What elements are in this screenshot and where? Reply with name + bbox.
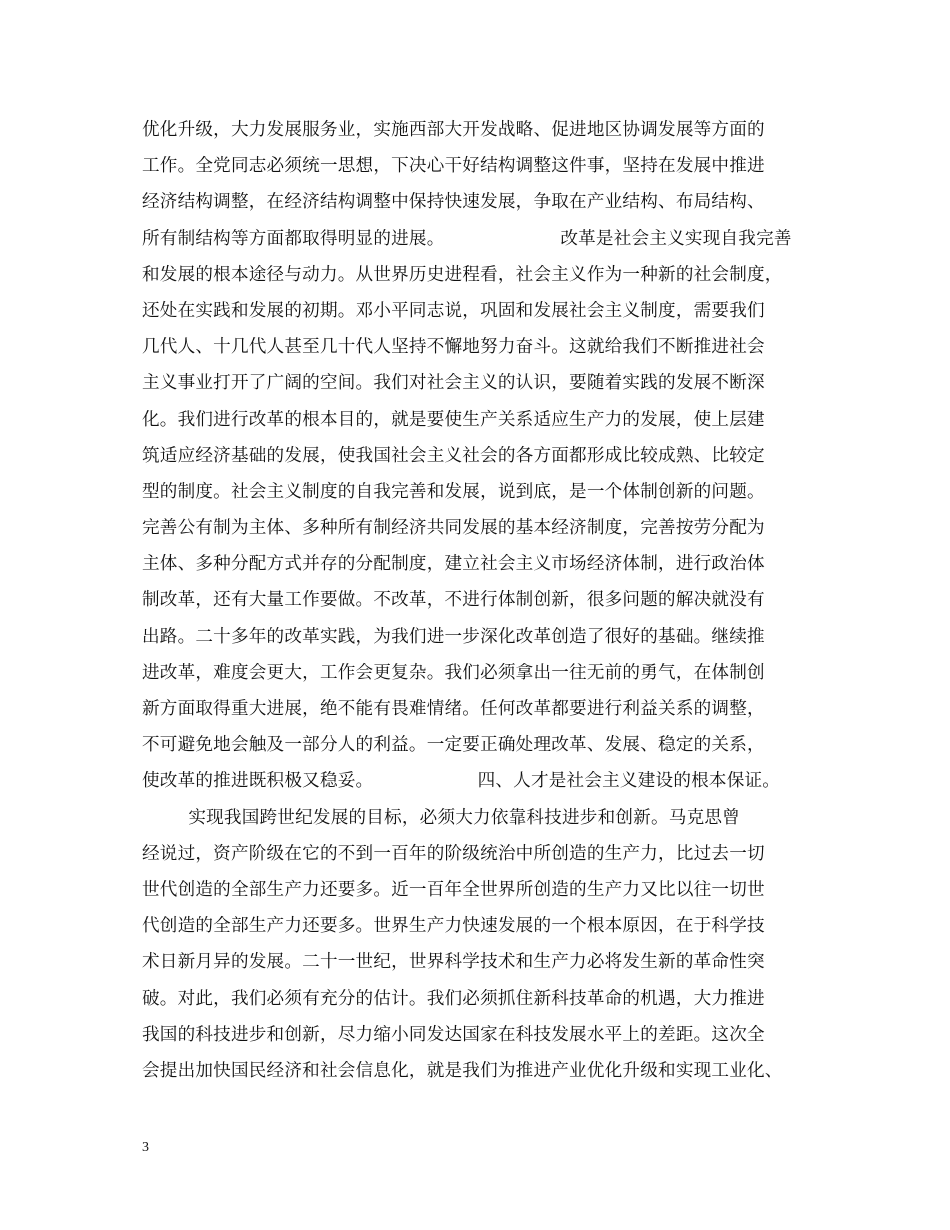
text-line: 我国的科技进步和创新，尽力缩小同发达国家在科技发展水平上的差距。这次全 xyxy=(142,1024,765,1045)
text-line: 破。对此，我们必须有充分的估计。我们必须抓住新科技革命的机遇，大力推进 xyxy=(142,988,765,1009)
text-line: 经说过，资产阶级在它的不到一百年的阶级统治中所创造的生产力，比过去一切 xyxy=(142,843,765,864)
text-line: 代创造的全部生产力还要多。世界生产力快速发展的一个根本原因，在于科学技 xyxy=(142,916,765,937)
body-text xyxy=(142,112,832,1089)
text-line: 主义事业打开了广阔的空间。我们对社会主义的认识，要随着实践的发展不断深 xyxy=(142,373,765,394)
text-line: 使改革的推进既积极又稳妥。 四、人才是社会主义建设的根本保证。 xyxy=(142,771,781,792)
text-line: 型的制度。社会主义制度的自我完善和发展，说到底，是一个体制创新的问题。 xyxy=(142,481,765,502)
text-line: 和发展的根本途径与动力。从世界历史进程看，社会主义作为一种新的社会制度， xyxy=(142,264,783,285)
text-line: 优化升级，大力发展服务业，实施西部大开发战略、促进地区协调发展等方面的 xyxy=(142,120,765,140)
text-line: 经济结构调整，在经济结构调整中保持快速发展，争取在产业结构、布局结构、 xyxy=(142,192,765,213)
text-line: 主体、多种分配方式并存的分配制度，建立社会主义市场经济体制，进行政治体 xyxy=(142,554,765,575)
text-line: 会提出加快国民经济和社会信息化，就是我们为推进产业优化升级和实现工业化、 xyxy=(142,1060,783,1081)
text-line: 完善公有制为主体、多种所有制经济共同发展的基本经济制度，完善按劳分配为 xyxy=(142,518,765,539)
text-line: 所有制结构等方面都取得明显的进展。 改革是社会主义实现自我完善 xyxy=(142,228,792,249)
text-line: 世代创造的全部生产力还要多。近一百年全世界所创造的生产力又比以往一切世 xyxy=(142,879,765,900)
text-line: 术日新月异的发展。二十一世纪，世界科学技术和生产力必将发生新的革命性突 xyxy=(142,952,765,973)
text-line: 化。我们进行改革的根本目的，就是要使生产关系适应生产力的发展，使上层建 xyxy=(142,409,765,430)
text-line: 工作。全党同志必须统一思想，下决心干好结构调整这件事，坚持在发展中推进 xyxy=(142,156,765,177)
page-number: 3 xyxy=(142,1140,149,1155)
text-line: 新方面取得重大进展，绝不能有畏难情绪。任何改革都要进行利益关系的调整， xyxy=(142,699,765,719)
text-line: 几代人、十几代人甚至几十代人坚持不懈地努力奋斗。这就给我们不断推进社会 xyxy=(142,337,765,358)
text-line: 不可避免地会触及一部分人的利益。一定要正确处理改革、发展、稳定的关系， xyxy=(142,735,765,756)
text-line: 进改革，难度会更大，工作会更复杂。我们必须拿出一往无前的勇气，在体制创 xyxy=(142,662,765,683)
text-line: 制改革，还有大量工作要做。不改革，不进行体制创新，很多问题的解决就没有 xyxy=(142,590,765,611)
text-line: 还处在实践和发展的初期。邓小平同志说，巩固和发展社会主义制度，需要我们 xyxy=(142,300,765,321)
text-line: 出路。二十多年的改革实践，为我们进一步深化改革创造了很好的基础。继续推 xyxy=(142,626,765,647)
text-line: 筑适应经济基础的发展，使我国社会主义社会的各方面都形成比较成熟、比较定 xyxy=(142,445,765,466)
text-line: 实现我国跨世纪发展的目标，必须大力依靠科技进步和创新。马克思曾 xyxy=(142,807,740,828)
